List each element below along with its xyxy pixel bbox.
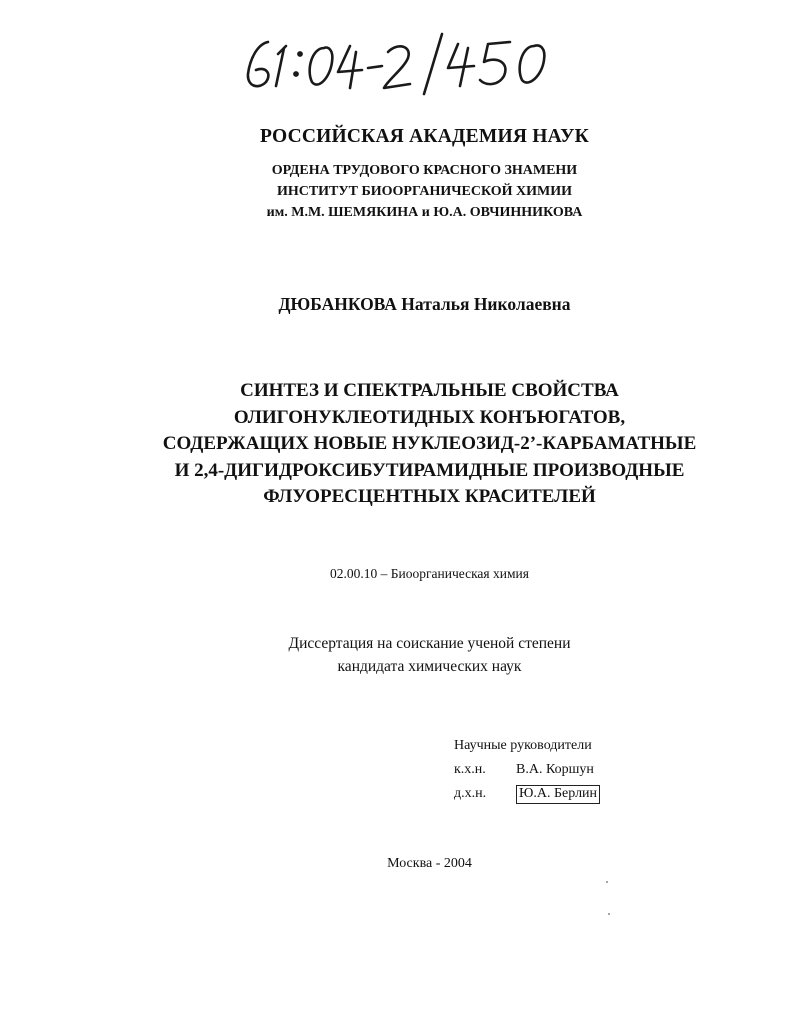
academy-name: РОССИЙСКАЯ АКАДЕМИЯ НАУК xyxy=(259,126,589,147)
degree-line: кандидата химических наук xyxy=(337,658,522,675)
supervisor-degree: к.х.н. xyxy=(454,762,486,777)
handwritten-archive-mark xyxy=(228,28,568,98)
degree-statement xyxy=(30,632,799,678)
author-name xyxy=(25,294,799,315)
author-given-names: Наталья Николаевна xyxy=(401,294,571,314)
scan-speck xyxy=(608,913,610,915)
supervisors-heading: Научные руководители xyxy=(454,738,592,753)
city-year: Москва - 2004 xyxy=(387,856,472,871)
supervisor-row xyxy=(454,758,600,782)
institute-line: им. М.М. ШЕМЯКИНА и Ю.А. ОВЧИННИКОВА xyxy=(266,205,583,220)
title-line: ФЛУОРЕСЦЕНТНЫХ КРАСИТЕЛЕЙ xyxy=(263,486,596,507)
degree-line: Диссертация на соискание ученой степени xyxy=(288,635,571,652)
supervisor-degree: д.х.н. xyxy=(454,786,487,801)
specialty-code: 02.00.10 – Биоорганическая химия xyxy=(330,566,529,581)
institute-name xyxy=(25,160,799,223)
supervisor-name-framed: Ю.А. Берлин xyxy=(516,785,600,804)
title-line: И 2,4-ДИГИДРОКСИБУТИРАМИДНЫЕ ПРОИЗВОДНЫЕ xyxy=(174,459,685,481)
scan-speck xyxy=(606,881,608,883)
title-line: СИНТЕЗ И СПЕКТРАЛЬНЫЕ СВОЙСТВА xyxy=(240,380,619,401)
dissertation-title xyxy=(30,378,799,511)
institute-line: ИНСТИТУТ БИООРГАНИЧЕСКОЙ ХИМИИ xyxy=(276,184,573,199)
institute-line: ОРДЕНА ТРУДОВОГО КРАСНОГО ЗНАМЕНИ xyxy=(271,163,578,178)
supervisor-name: В.А. Коршун xyxy=(516,762,594,777)
supervisors-block xyxy=(454,734,600,806)
title-line: ОЛИГОНУКЛЕОТИДНЫХ КОНЪЮГАТОВ, xyxy=(233,406,626,428)
supervisor-row xyxy=(454,782,600,806)
author-surname: ДЮБАНКОВА xyxy=(278,294,397,314)
title-line: СОДЕРЖАЩИХ НОВЫЕ НУКЛЕОЗИД-2’-КАРБАМАТНЫЕ xyxy=(162,433,697,454)
